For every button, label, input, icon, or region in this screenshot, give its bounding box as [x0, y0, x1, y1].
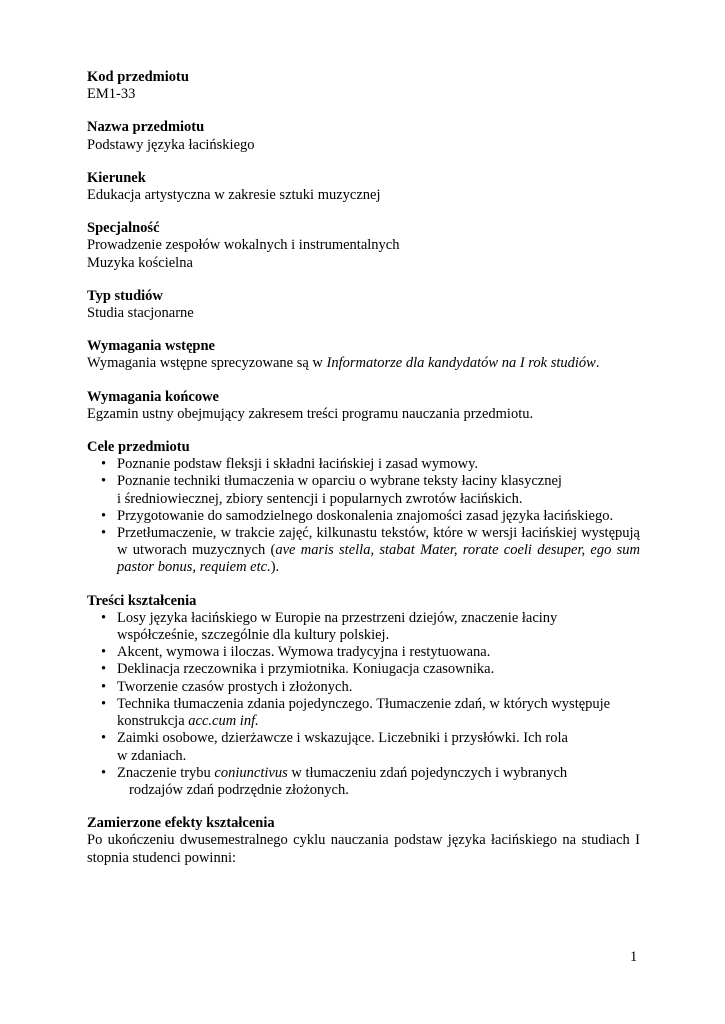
bullet-icon: • [101, 764, 107, 781]
bullet-icon: • [101, 473, 107, 490]
list-item [87, 610, 640, 644]
list-item-text: współcześnie, szczególnie dla kultury polskiej. [117, 627, 390, 644]
section-value: Edukacja artystyczna w zakresie sztuki muzycznej [87, 187, 381, 204]
list-item [87, 730, 640, 764]
section-value: Prowadzenie zespołów wokalnych i instrumentalnych [87, 237, 400, 254]
document-body [87, 69, 640, 883]
list-item-text: rodzajów zdań podrzędnie złożonych. [129, 781, 349, 798]
section-heading: Wymagania wstępne [87, 338, 215, 355]
list-item-text: Tworzenie czasów prostych i złożonych. [117, 678, 353, 695]
bullet-icon: • [101, 456, 107, 473]
text-run: . [595, 355, 600, 372]
section-heading: Specjalność [87, 220, 160, 237]
list-item-text: Poznanie podstaw fleksji i składni łacińskiej i zasad wymowy. [117, 456, 479, 473]
italic-text: acc.cum inf. [188, 713, 259, 730]
section-heading: Wymagania końcowe [87, 388, 219, 405]
list-item-text: Akcent, wymowa i iloczas. Wymowa tradycyjna i restytuowana. [117, 644, 491, 661]
list-item [87, 508, 640, 525]
section-value: Muzyka kościelna [87, 254, 193, 271]
section-heading: Cele przedmiotu [87, 439, 190, 456]
text-run: Znaczenie trybu [117, 764, 215, 781]
section-typ-studiow [87, 288, 640, 322]
text-run: konstrukcja [117, 713, 189, 730]
bullet-icon: • [101, 609, 107, 626]
list-item [87, 473, 640, 507]
list-item-text: Technika tłumaczenia zdania pojedynczego. Tłumaczenie zdań, w których występuje [117, 695, 611, 712]
section-zamierzone-efekty [87, 815, 640, 867]
bullet-icon: • [101, 525, 107, 542]
section-cele-przedmiotu [87, 439, 640, 577]
list-item-text: Zaimki osobowe, dzierżawcze i wskazujące. Liczebniki i przysłówki. Ich rola [117, 730, 568, 747]
list-item-text [117, 713, 640, 730]
section-value: Studia stacjonarne [87, 305, 194, 322]
list-item [87, 525, 640, 577]
page-number: 1 [630, 949, 638, 965]
list-item [87, 456, 640, 473]
bullet-list [87, 456, 640, 576]
section-value: Po ukończeniu dwusemestralnego cyklu nauczania podstaw języka łacińskiego na studiach I stopnia studenci powinni: [87, 832, 640, 866]
list-item [87, 661, 640, 678]
section-specjalnosc [87, 220, 640, 272]
list-item-text: w zdaniach. [117, 747, 187, 764]
list-item [87, 679, 640, 696]
bullet-icon: • [101, 644, 107, 661]
bullet-icon: • [101, 730, 107, 747]
section-wymagania-koncowe [87, 389, 640, 423]
section-heading: Treści kształcenia [87, 592, 197, 609]
italic-text: Informatorze dla kandydatów na I rok studiów [326, 355, 596, 372]
list-item-text: Deklinacja rzeczownika i przymiotnika. Koniugacja czasownika. [117, 661, 495, 678]
list-item [87, 765, 640, 799]
italic-text: coniunctivus [214, 764, 288, 781]
bullet-icon: • [101, 661, 107, 678]
bullet-list [87, 610, 640, 799]
section-kod-przedmiotu [87, 69, 640, 103]
text-run: w tłumaczeniu zdań pojedynczych i wybranych [287, 764, 568, 781]
list-item-text: i średniowiecznej, zbiory sentencji i popularnych zwrotów łacińskich. [117, 490, 523, 507]
section-value: EM1-33 [87, 86, 136, 103]
list-item-text: Poznanie techniki tłumaczenia w oparciu o wybrane teksty łaciny klasycznej [117, 473, 562, 490]
list-item-text: Przygotowanie do samodzielnego doskonalenia znajomości zasad języka łacińskiego. [117, 507, 614, 524]
list-item-text: ). [270, 559, 280, 576]
bullet-icon: • [101, 507, 107, 524]
list-item [87, 644, 640, 661]
list-item-text: Losy języka łacińskiego w Europie na przestrzeni dziejów, znaczenie łaciny [117, 609, 558, 626]
list-item-text [117, 765, 640, 782]
text-run: Wymagania wstępne sprecyzowane są w [87, 355, 327, 372]
section-value: Podstawy języka łacińskiego [87, 136, 255, 153]
bullet-icon: • [101, 678, 107, 695]
section-nazwa-przedmiotu [87, 119, 640, 153]
section-wymagania-wstepne [87, 338, 640, 372]
section-heading: Zamierzone efekty kształcenia [87, 815, 275, 832]
section-heading: Kierunek [87, 169, 146, 186]
italic-text: ave maris stella, stabat Mater, rorate coeli desuper, ego sum pastor bonus, requiem etc. [117, 542, 640, 576]
section-kierunek [87, 170, 640, 204]
section-tresci-ksztalcenia [87, 593, 640, 799]
section-value: Egzamin ustny obejmujący zakresem treści programu nauczania przedmiotu. [87, 405, 534, 422]
bullet-icon: • [101, 695, 107, 712]
list-item-text: Przetłumaczenie, w trakcie zajęć, kilkunastu tekstów, które w wersji łacińskiej występują w utworach muzycznych ( [117, 525, 640, 559]
section-value [87, 355, 640, 372]
list-item [87, 696, 640, 730]
section-heading: Typ studiów [87, 287, 163, 304]
section-heading: Nazwa przedmiotu [87, 119, 205, 136]
section-heading: Kod przedmiotu [87, 69, 189, 85]
